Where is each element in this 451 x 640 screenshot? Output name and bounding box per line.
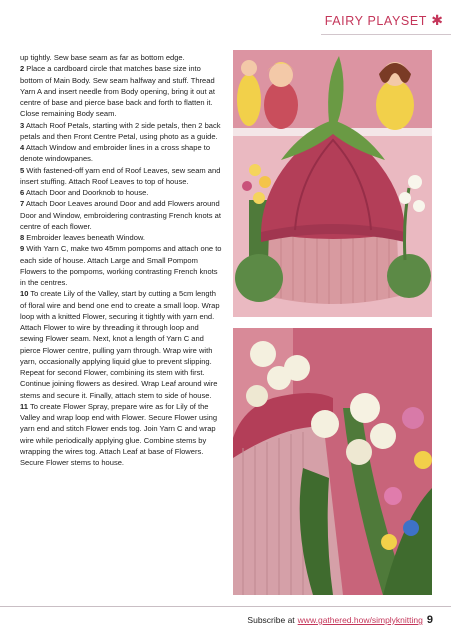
step-number: 5 [20, 165, 25, 175]
step-text: Attach Window and embroider lines in a cross shape to denote windowpanes. [20, 143, 211, 164]
step-number: 4 [20, 143, 25, 152]
step-text: Attach Roof Petals, starting with 2 side petals, then 2 back petals and then Front Centre Petal, using photo as a guide. [20, 120, 221, 141]
step-number: 2 [20, 64, 25, 74]
footer-rule [0, 606, 451, 607]
instruction-step [20, 187, 224, 198]
step-text: Attach Door and Doorknob to house. [24, 188, 149, 197]
instruction-step [20, 198, 224, 232]
step-text: Place a cardboard circle that matches base size into bottom of Main Body. Sew seam halfway and stuff. Thread Yarn A and insert needle from Body opening, bring it out at centre of base and pierce base back and forth to flatten it. Close remaining Body seam. [20, 64, 215, 119]
intro-text: up tightly. Sew base seam as far as bottom edge. [20, 53, 185, 62]
step-text: To create Lily of the Valley, start by cutting a 5cm length of floral wire and bend one end to create a small loop. Wrap loop with a knitted Flower, securing it tightly with yarn end. Attach Flower to wire by threading it through loop and sewing Flower seam. Next, knot a length of Yarn C and pierce Flower centre, pulling yarn through. Wrap wire with yarn, occasionally applying liquid glue to prevent slipping. Repeat for second Flower, combining its stem with first. Continue joining flowers as desired. Wrap Leaf around wire stems and secure it. Finally, attach stem to side of house. [20, 289, 220, 400]
house-photo [233, 50, 432, 317]
section-header [321, 10, 451, 35]
instruction-step [20, 165, 224, 188]
instructions-column [20, 52, 224, 468]
step-number: 6 [20, 188, 25, 197]
page-number: 9 [426, 614, 433, 626]
step-number: 9 [20, 244, 25, 254]
step-text: Attach Door Leaves around Door and add Flowers around Door and Window, embroidering contrasting French knots at centre of each flower. [20, 199, 221, 231]
closeup-photo [233, 328, 432, 595]
subscribe-text: Subscribe at [247, 615, 295, 625]
instruction-step [20, 401, 224, 469]
instruction-step [20, 120, 224, 143]
step-number: 3 [20, 120, 25, 130]
instruction-step [20, 243, 224, 288]
step-text: Embroider leaves beneath Window. [24, 233, 146, 242]
lily-of-the-valley-closeup [233, 328, 432, 595]
step-number: 11 [20, 401, 28, 411]
page-footer [247, 614, 433, 626]
asterisk-icon: ✱ [431, 12, 443, 28]
step-number: 8 [20, 233, 25, 242]
instruction-step [20, 232, 224, 243]
step-number: 7 [20, 199, 25, 209]
subscribe-link[interactable]: www.gathered.how/simplyknitting [297, 615, 423, 625]
knitted-house-illustration [233, 50, 432, 317]
instruction-step [20, 63, 224, 119]
step-text: With Yarn C, make two 45mm pompoms and attach one to each side of house. Attach Large and Small Pompom Flowers to the pompoms, working contrasting French knots in the centres. [20, 244, 222, 287]
instruction-step [20, 288, 224, 401]
section-title: FAIRY PLAYSET [324, 14, 427, 28]
step-text: To create Flower Spray, prepare wire as for Lily of the Valley and wrap loop end with Flower. Secure Flower using yarn end and stitch Flower ends tog. Join Yarn C and wrap wire while periodically applying glue. Combine stems by wrapping the wires tog. Attach Leaf at base of Flowers. Secure Flower stems to house. [20, 401, 218, 467]
instruction-step [20, 142, 224, 165]
step-number: 10 [20, 289, 29, 299]
step-text: With fastened-off yarn end of Roof Leaves, sew seam and insert stuffing. Attach Roof Leaves to top of house. [20, 165, 221, 186]
steps-list [20, 63, 224, 468]
